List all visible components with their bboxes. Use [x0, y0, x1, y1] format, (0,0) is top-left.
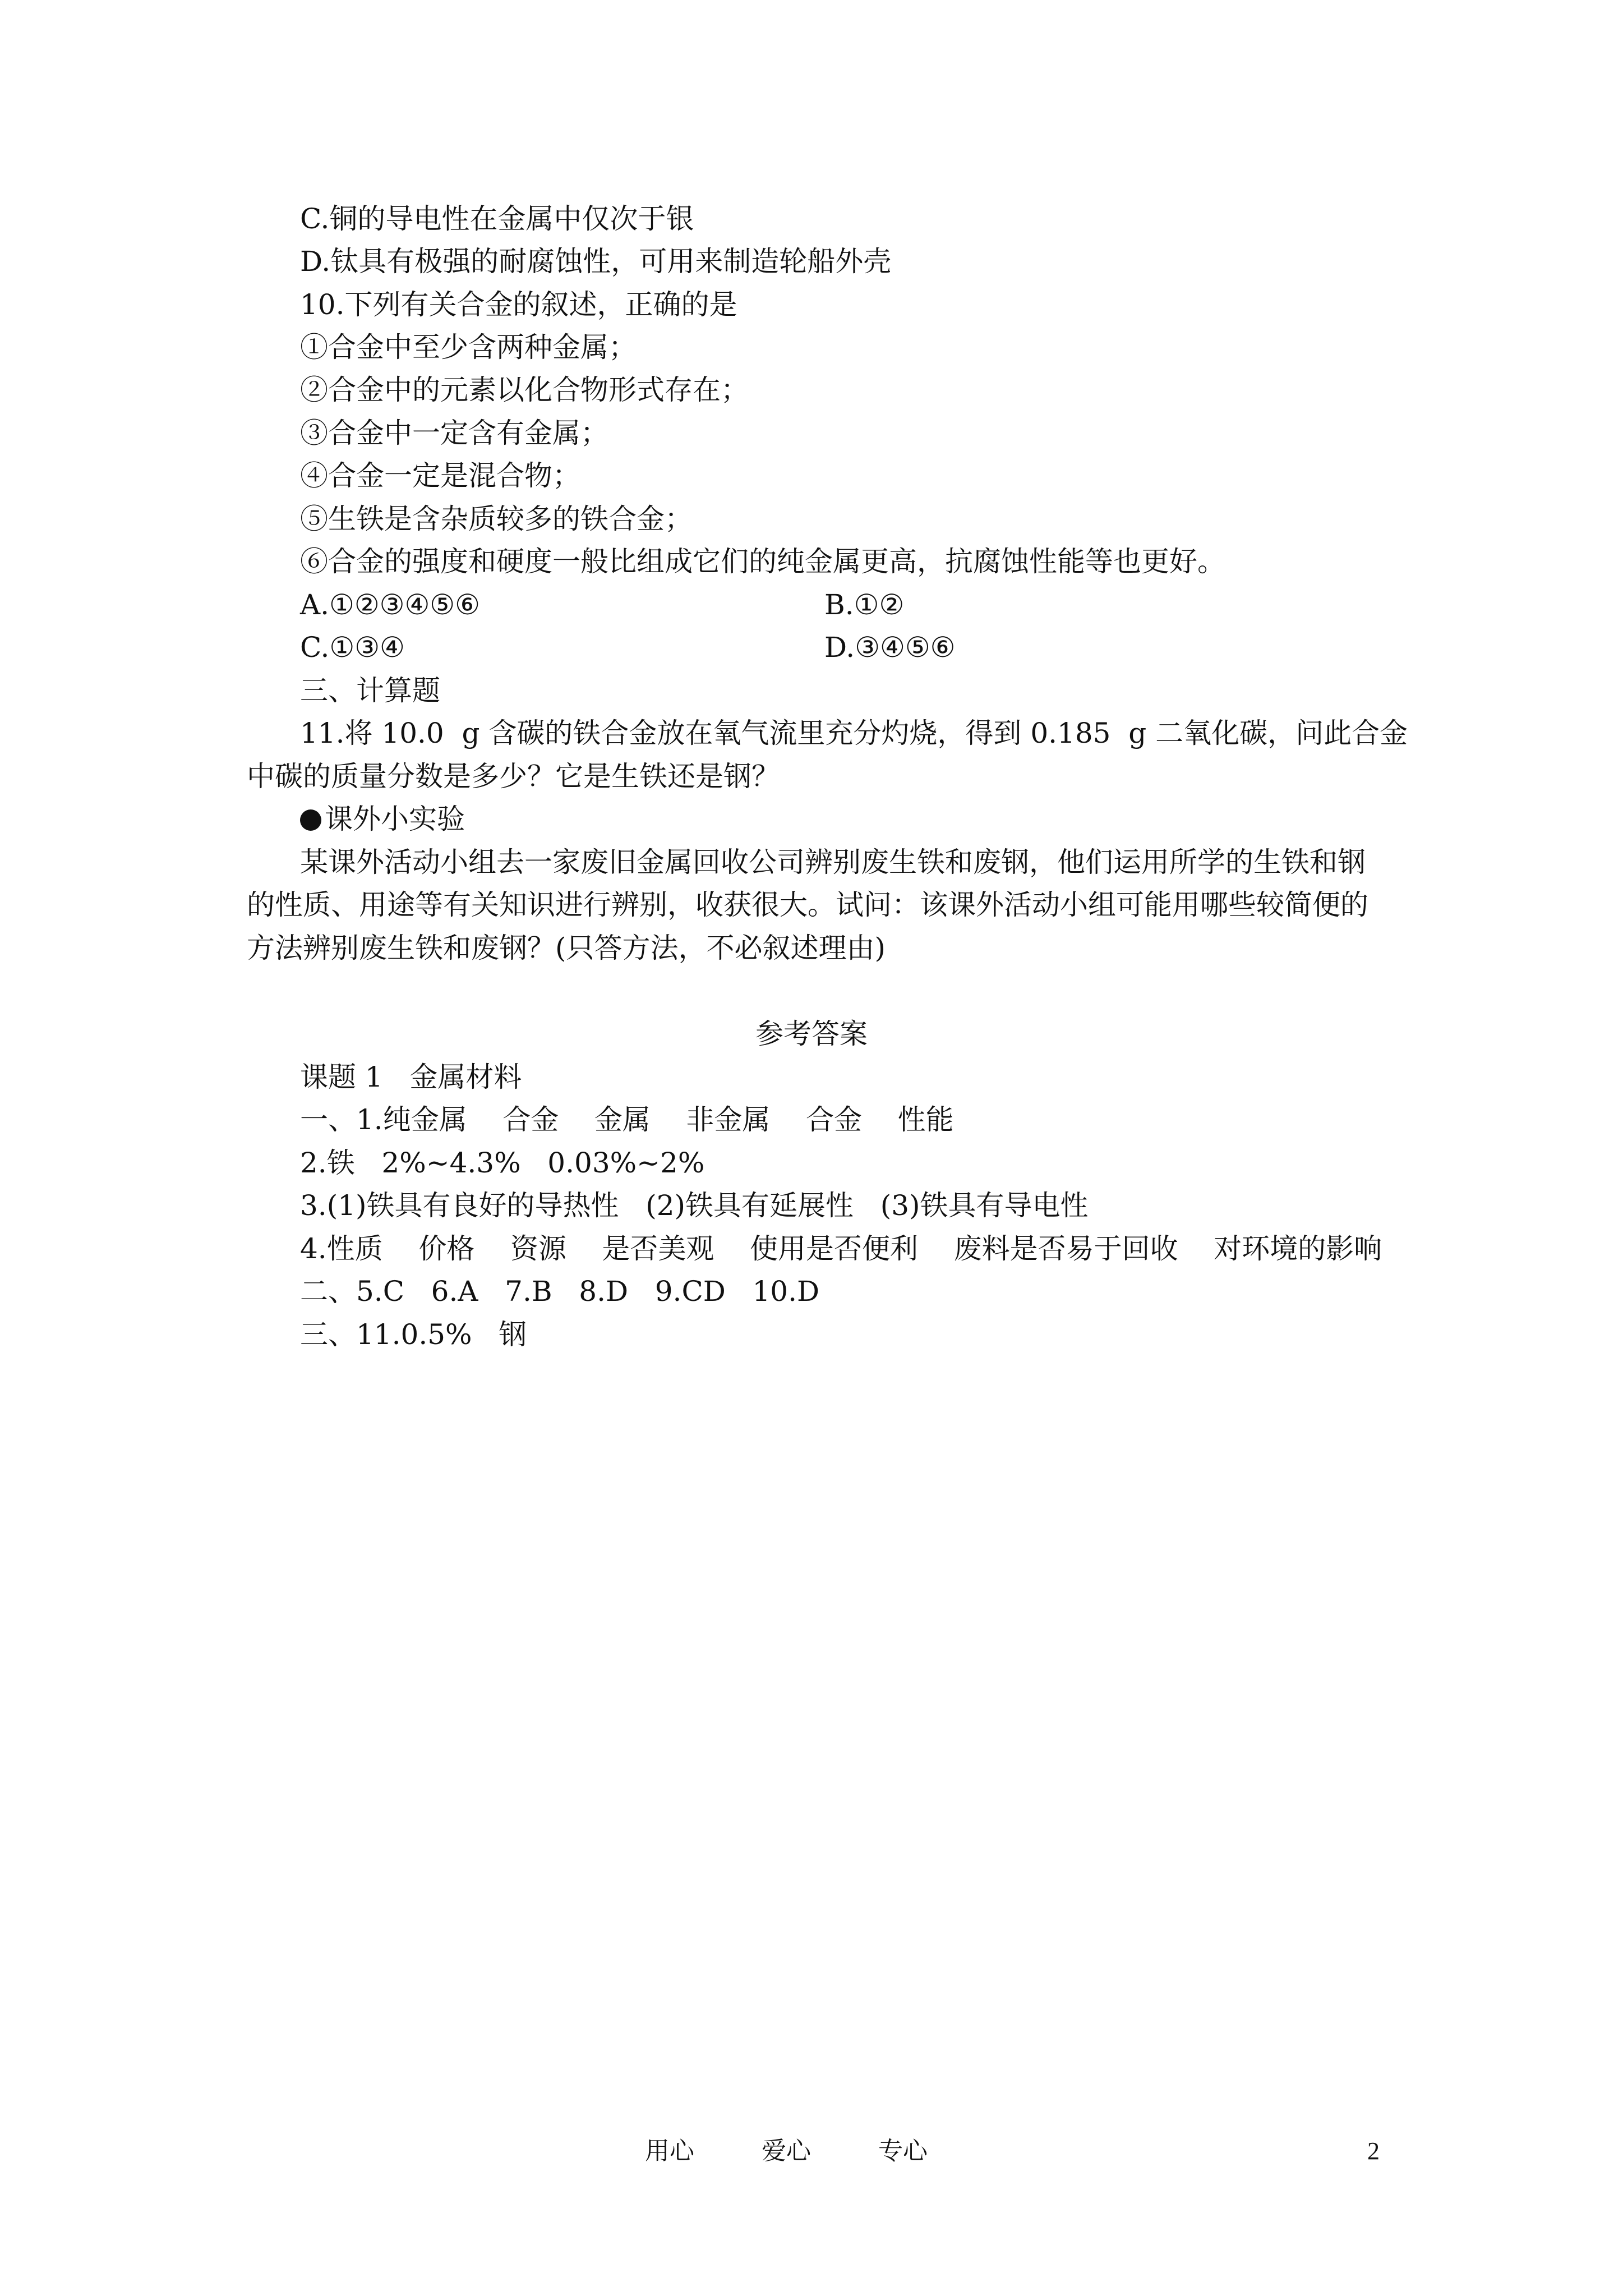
option-d-q10: D.③④⑤⑥	[824, 631, 956, 664]
option-c-q9: C.铜的导电性在金属中仅次于银	[300, 203, 694, 235]
footer-motto	[645, 2134, 928, 2168]
statement-5: ⑤生铁是含杂质较多的铁合金；	[300, 503, 693, 535]
option-a-q10: A.①②③④⑤⑥	[300, 588, 480, 621]
footer-item-1: 用心	[645, 2137, 694, 2165]
experiment-line-3: 方法辨别废生铁和废钢？(只答方法，不必叙述理由)	[247, 932, 886, 964]
option-c-q10: C.①③④	[300, 631, 405, 664]
answers-heading: 参考答案	[755, 1018, 868, 1050]
statement-3: ③合金中一定含有金属；	[300, 417, 608, 449]
answer-line-7: 三、11.0.5% 钢	[300, 1318, 527, 1351]
answer-line-3: 2.铁 2%~4.3% 0.03%~2%	[300, 1147, 705, 1179]
page-number: 2	[1367, 2137, 1380, 2165]
answer-line-4: 3.(1)铁具有良好的导热性 (2)铁具有延展性 (3)铁具有导电性	[300, 1189, 1089, 1222]
experiment-title-text: 课外小实验	[325, 803, 465, 835]
section-3-title: 三、计算题	[300, 674, 440, 707]
answer-line-1: 课题 1 金属材料	[300, 1061, 522, 1093]
experiment-line-1: 某课外活动小组去一家废旧金属回收公司辨别废生铁和废钢，他们运用所学的生铁和钢	[300, 846, 1366, 878]
question-11-line-2: 中碳的质量分数是多少？它是生铁还是钢？	[247, 760, 780, 793]
answer-line-5: 4.性质 价格 资源 是否美观 使用是否便利 废料是否易于回收 对环境的影响	[300, 1232, 1382, 1265]
option-d-q9: D.钛具有极强的耐腐蚀性，可用来制造轮船外壳	[300, 245, 892, 278]
bullet-icon	[300, 809, 321, 831]
statement-2: ②合金中的元素以化合物形式存在；	[300, 374, 749, 406]
question-10: 10.下列有关合金的叙述，正确的是	[300, 288, 737, 321]
footer-item-2: 爱心	[762, 2137, 811, 2165]
footer-item-3: 专心	[878, 2137, 928, 2165]
experiment-line-2: 的性质、用途等有关知识进行辨别，收获很大。试问：该课外活动小组可能用哪些较简便的	[247, 889, 1368, 921]
statement-6: ⑥合金的强度和硬度一般比组成它们的纯金属更高，抗腐蚀性能等也更好。	[300, 545, 1225, 578]
answer-line-6: 二、5.C 6.A 7.B 8.D 9.CD 10.D	[300, 1275, 820, 1308]
answer-line-2: 一、1.纯金属 合金 金属 非金属 合金 性能	[300, 1103, 954, 1136]
option-b-q10: B.①②	[824, 588, 905, 621]
statement-1: ①合金中至少含两种金属；	[300, 331, 637, 364]
experiment-title	[300, 798, 465, 840]
question-11-line-1: 11.将 10.0 g 含碳的铁合金放在氧气流里充分灼烧，得到 0.185 g 二氧化碳，问此合金	[300, 717, 1408, 749]
statement-4: ④合金一定是混合物；	[300, 459, 580, 492]
